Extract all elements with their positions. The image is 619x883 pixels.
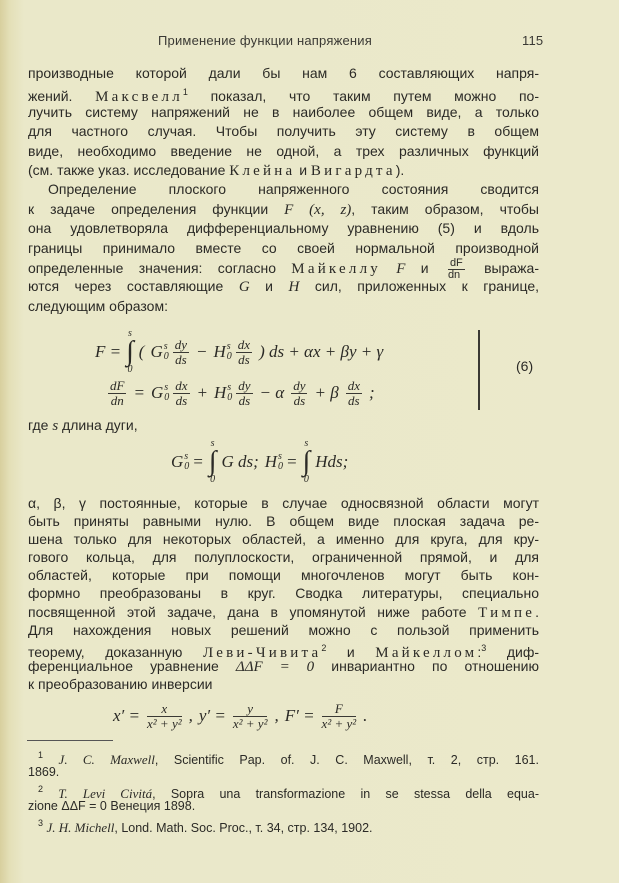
fraction bbox=[322, 702, 357, 731]
equation-6-line-1 bbox=[92, 328, 386, 375]
fraction-numerator: y bbox=[233, 702, 268, 717]
math-text: − α bbox=[259, 383, 285, 402]
text-line bbox=[28, 297, 539, 316]
integral-sign-icon: ∫ bbox=[302, 446, 311, 477]
text-run: Для нахождения новых решений можно с пользой применить bbox=[28, 621, 539, 638]
fraction bbox=[173, 338, 189, 367]
fraction-numerator: dx bbox=[347, 377, 360, 393]
text-line bbox=[28, 180, 539, 199]
superscript: s bbox=[226, 341, 231, 352]
text-run: Определение плоского напряженного состояния сводится bbox=[48, 181, 539, 198]
footnote-marker: 2 bbox=[38, 784, 44, 794]
fraction bbox=[236, 338, 252, 367]
superscript: s bbox=[184, 451, 189, 462]
spaced-author-name: Леви-Чивита bbox=[202, 644, 322, 661]
text-run: выража- bbox=[468, 260, 539, 277]
integral bbox=[303, 439, 311, 485]
page-number: 115 bbox=[522, 33, 544, 48]
fraction bbox=[346, 379, 362, 408]
spaced-author-name: Максвелл bbox=[95, 89, 183, 106]
subscript: 0 bbox=[184, 461, 190, 472]
fraction-numerator: x bbox=[147, 702, 182, 717]
text-run: , Lond. Math. Soc. Proc., т. 34, стр. 134, 1902. bbox=[114, 821, 373, 835]
variable-base: G bbox=[150, 383, 164, 402]
fraction bbox=[233, 702, 268, 731]
spaced-author-name: Майкеллу bbox=[291, 261, 381, 278]
math-variable bbox=[150, 342, 168, 362]
text-run: к преобразованию инверсии bbox=[28, 675, 213, 692]
text-run: гового кольца, для полуплоскости, ограниченной прямой, и для bbox=[28, 549, 539, 566]
text-run: : bbox=[477, 643, 482, 660]
math-variable bbox=[171, 452, 189, 472]
footnote-marker: 1 bbox=[38, 750, 44, 760]
text-run: ференциальное уравнение bbox=[28, 657, 236, 674]
text-run: zione ΔΔF = 0 Венеция 1898. bbox=[28, 799, 196, 813]
footnote-marker: 3 bbox=[481, 642, 487, 653]
fraction-denominator: ds bbox=[293, 392, 306, 408]
integral-upper-limit: s bbox=[127, 328, 132, 339]
fraction-denominator: ds bbox=[175, 392, 188, 408]
text-run: производные которой дали бы нам 6 составляющих напря- bbox=[28, 65, 539, 81]
math-text: = bbox=[133, 383, 145, 402]
text-run: (см. также указ. исследование bbox=[28, 161, 230, 178]
running-header-title: Применение функции напряжения bbox=[158, 33, 372, 48]
footnote-marker: 2 bbox=[321, 642, 327, 653]
math-text: , bbox=[188, 706, 193, 725]
text-line bbox=[28, 639, 539, 661]
fraction-denominator: ds bbox=[175, 351, 187, 367]
sub-superscripts bbox=[227, 342, 232, 362]
fraction bbox=[147, 702, 182, 731]
text-line bbox=[28, 142, 539, 161]
fraction-numerator: dF bbox=[110, 377, 125, 393]
spaced-author-name: Клейна bbox=[229, 162, 296, 179]
text-line bbox=[28, 103, 539, 122]
text-run: виде, необходимо введение не одной, а трех различных функций bbox=[28, 142, 539, 159]
math-text: = bbox=[286, 452, 298, 471]
math-variable bbox=[214, 342, 232, 362]
text-run bbox=[381, 260, 396, 276]
text-run: и bbox=[295, 161, 311, 178]
fraction-numerator: dx bbox=[175, 377, 188, 393]
fraction-denominator: x² + y² bbox=[232, 715, 268, 731]
fraction-numerator: dF bbox=[449, 256, 463, 269]
fraction bbox=[291, 379, 307, 408]
text-run: и bbox=[326, 643, 376, 660]
text-run: формно преобразованы в круг. Сводка литературы, специально bbox=[28, 585, 539, 602]
text-run: . bbox=[535, 603, 539, 620]
subscript: 0 bbox=[226, 351, 232, 362]
text-line bbox=[28, 161, 539, 180]
italic-math: T. Levi Civitá bbox=[58, 786, 153, 801]
fraction-numerator: dy bbox=[174, 336, 188, 352]
text-line bbox=[28, 548, 539, 566]
subscript: 0 bbox=[278, 461, 284, 472]
body-text-top bbox=[28, 64, 539, 316]
text-run: ются через составляющие bbox=[28, 278, 239, 295]
text-run: показал, что таким путем можно по- bbox=[187, 88, 539, 105]
text-line bbox=[28, 239, 539, 258]
spaced-author-name: Вигардта bbox=[310, 162, 396, 179]
fraction bbox=[173, 379, 189, 408]
subscript: 0 bbox=[164, 392, 170, 403]
text-run: следующим образом: bbox=[28, 297, 168, 314]
text-run: , таким образом, чтобы bbox=[351, 200, 539, 217]
math-text: G ds; bbox=[221, 452, 259, 471]
text-run: лучить систему напряжений не в наиболее общем виде, а только bbox=[28, 103, 539, 120]
fraction-denominator: x² + y² bbox=[321, 715, 357, 731]
integral-lower-limit: 0 bbox=[127, 364, 133, 375]
text-line bbox=[28, 416, 539, 435]
math-text: y′ = bbox=[198, 706, 226, 725]
text-line bbox=[28, 566, 539, 584]
sub-superscripts bbox=[164, 342, 169, 362]
text-line bbox=[28, 64, 539, 83]
math-variable bbox=[214, 383, 232, 403]
math-text: . bbox=[363, 706, 368, 725]
equation-6-line-2 bbox=[104, 375, 378, 411]
math-text: x′ = bbox=[113, 706, 140, 725]
integral bbox=[209, 439, 217, 485]
text-run: ). bbox=[395, 161, 405, 178]
math-text: ) ds + αx + βy + γ bbox=[259, 342, 384, 361]
superscript: s bbox=[164, 382, 169, 393]
text-run: диф- bbox=[486, 643, 539, 660]
text-run: шена только для некоторых областей, а именно для круга, для кру- bbox=[28, 531, 539, 548]
text-run: областей, которые при помощи многочленов могут быть кон- bbox=[28, 567, 539, 584]
fraction-denominator: dn bbox=[447, 268, 461, 281]
text-run: и bbox=[405, 260, 444, 277]
italic-math: H bbox=[288, 279, 300, 296]
variable-base: G bbox=[171, 452, 184, 471]
text-run: , Scientific Pap. of. J. C. Maxwell, т. 2, стр. 161. bbox=[154, 753, 539, 767]
text-line bbox=[28, 815, 539, 835]
text-line bbox=[28, 603, 539, 621]
sub-superscripts bbox=[164, 383, 169, 403]
equation-number: (6) bbox=[516, 358, 534, 374]
spaced-author-name: Тимпе bbox=[478, 604, 536, 621]
fraction bbox=[108, 379, 126, 408]
fraction bbox=[236, 379, 252, 408]
text-run: теорему, доказанную bbox=[28, 643, 203, 660]
text-run: к задаче определения функции bbox=[28, 200, 285, 217]
italic-math: ΔΔF = 0 bbox=[235, 658, 315, 675]
variable-base: H bbox=[213, 342, 226, 361]
superscript: s bbox=[163, 341, 168, 352]
integral-upper-limit: s bbox=[304, 438, 309, 449]
text-run: границы принимало вместе со своей нормальной производной bbox=[28, 239, 539, 256]
math-text: Hds; bbox=[315, 452, 349, 471]
text-run: α, β, γ постоянные, которые в случае односвязной области могут bbox=[28, 495, 539, 511]
text-line bbox=[28, 494, 539, 512]
math-text: , bbox=[274, 706, 279, 725]
text-line bbox=[28, 584, 539, 602]
integral-upper-limit: s bbox=[210, 438, 215, 449]
integral-lower-limit: 0 bbox=[210, 474, 216, 485]
math-text: − bbox=[196, 342, 208, 361]
text-run: определенные значения: согласно bbox=[28, 260, 292, 277]
italic-math: F (x, z) bbox=[284, 201, 352, 218]
equation-inversion bbox=[110, 700, 370, 732]
text-line bbox=[28, 219, 539, 238]
text-line bbox=[28, 747, 539, 767]
text-run: , Sopra una transformazione in se stessa della equa- bbox=[152, 787, 539, 801]
where-line bbox=[28, 416, 539, 435]
text-line bbox=[28, 256, 539, 281]
variable-base: H bbox=[213, 383, 227, 402]
text-line bbox=[28, 781, 539, 801]
text-line bbox=[28, 277, 539, 296]
text-run: сил, приложенных к границе, bbox=[299, 278, 540, 295]
text-run: и bbox=[249, 278, 289, 295]
fraction-numerator: F bbox=[322, 702, 357, 717]
math-variable bbox=[151, 383, 169, 403]
fraction-denominator: x² + y² bbox=[147, 715, 182, 731]
variable-base: G bbox=[150, 342, 163, 361]
footnote-marker: 3 bbox=[38, 818, 44, 828]
italic-math: J. C. Maxwell bbox=[58, 752, 155, 767]
footnote-divider bbox=[27, 740, 113, 741]
footnotes bbox=[28, 747, 539, 835]
fraction-denominator: dn bbox=[110, 392, 124, 408]
text-run: для частного случая. Чтобы получить эту систему в общем bbox=[28, 123, 539, 140]
fraction-denominator: ds bbox=[238, 392, 251, 408]
text-line bbox=[28, 200, 539, 219]
text-run: жений. bbox=[28, 88, 96, 105]
italic-math: F bbox=[396, 261, 406, 278]
italic-math: J. H. Michell bbox=[46, 820, 115, 835]
text-run: где bbox=[28, 417, 53, 433]
fraction-denominator: ds bbox=[348, 392, 360, 408]
fraction-numerator: dx bbox=[237, 336, 251, 352]
fraction-denominator: ds bbox=[238, 351, 250, 367]
math-variable bbox=[265, 452, 283, 472]
italic-math: G bbox=[238, 279, 250, 296]
text-line bbox=[28, 83, 539, 106]
text-run: она удовлетворяла дифференциальному уравнению (5) и вдоль bbox=[28, 220, 539, 237]
equation-integrals bbox=[168, 438, 351, 486]
math-text: F = bbox=[95, 342, 122, 361]
body-text-bottom bbox=[28, 494, 539, 693]
variable-base: H bbox=[264, 452, 278, 471]
text-run: инвариантно по отношению bbox=[314, 657, 539, 674]
math-text: F′ = bbox=[284, 706, 315, 725]
equation-brace-bar bbox=[478, 330, 480, 410]
text-line bbox=[28, 657, 539, 675]
integral-lower-limit: 0 bbox=[303, 474, 309, 485]
fraction-numerator: dy bbox=[293, 377, 306, 393]
text-run: посвященной этой задаче, дана в упомянутой ниже работе bbox=[28, 603, 479, 620]
math-text: + β bbox=[314, 383, 339, 402]
footnote-marker: 1 bbox=[182, 87, 188, 98]
math-text: = bbox=[192, 452, 204, 471]
sub-superscripts bbox=[227, 383, 232, 403]
text-run: 1869. bbox=[28, 765, 60, 779]
integral bbox=[126, 329, 134, 375]
text-line bbox=[28, 122, 539, 141]
text-run: быть приняты равными нулю. В общем виде плоская задача ре- bbox=[28, 513, 539, 530]
text-line bbox=[28, 621, 539, 639]
math-text: ; bbox=[368, 383, 375, 402]
superscript: s bbox=[278, 451, 282, 462]
subscript: 0 bbox=[227, 392, 233, 403]
integral-sign-icon: ∫ bbox=[126, 336, 134, 367]
integral-sign-icon: ∫ bbox=[208, 446, 217, 477]
subscript: 0 bbox=[163, 351, 169, 362]
superscript: s bbox=[227, 382, 232, 393]
math-text: + bbox=[196, 383, 208, 402]
italic-math: s bbox=[52, 418, 59, 434]
text-run: длина дуги, bbox=[58, 417, 138, 433]
spaced-author-name: Майкеллом bbox=[375, 644, 478, 661]
text-line bbox=[28, 530, 539, 548]
text-line bbox=[28, 512, 539, 530]
math-text: ( bbox=[138, 342, 145, 361]
fraction-numerator: dy bbox=[238, 377, 251, 393]
text-line bbox=[28, 675, 539, 693]
